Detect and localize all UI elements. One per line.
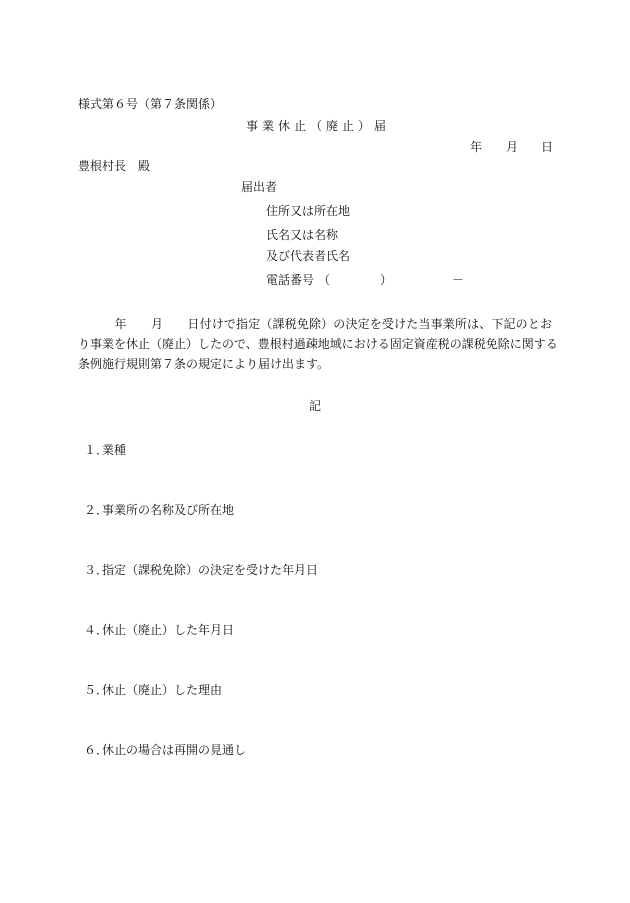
item-number: ３． <box>84 563 109 577</box>
phone-close-paren: ） <box>380 273 393 287</box>
name-label: 氏名又は名称 <box>266 228 339 242</box>
applicant-heading: 届出者 <box>241 180 278 194</box>
item-number: ４． <box>84 623 109 637</box>
item-label: 休止（廃止）した年月日 <box>102 623 235 637</box>
addressee: 豊根村長 殿 <box>78 159 151 173</box>
item-number: １． <box>84 443 109 457</box>
item-1 <box>84 444 126 456</box>
ki-heading: 記 <box>309 399 322 413</box>
address-label: 住所又は所在地 <box>266 204 351 218</box>
item-4 <box>84 624 234 636</box>
item-number: ５． <box>84 683 109 697</box>
phone-dash: － <box>452 273 465 287</box>
body-line-3: 条例施行規則第７条の規定により届け出ます。 <box>78 357 330 371</box>
form-label: 様式第６号（第７条関係） <box>78 97 223 111</box>
item-label: 休止（廃止）した理由 <box>102 683 223 697</box>
item-label: 指定（課税免除）の決定を受けた年月日 <box>102 563 319 577</box>
phone-open-paren: （ <box>318 273 331 287</box>
item-label: 業種 <box>102 443 127 457</box>
item-5 <box>84 684 222 696</box>
item-label: 休止の場合は再開の見通し <box>102 743 247 757</box>
date-year-label: 年 <box>470 140 483 154</box>
date-month-label: 月 <box>506 140 519 154</box>
item-label: 事業所の名称及び所在地 <box>102 503 235 517</box>
item-number: ６． <box>84 743 109 757</box>
date-day-label: 日 <box>541 140 554 154</box>
item-number: ２． <box>84 503 109 517</box>
item-3 <box>84 564 318 576</box>
body-line-2: り事業を休止（廃止）したので、豊根村過疎地域における固定資産税の課税免除に関する <box>78 337 558 351</box>
item-2 <box>84 504 234 516</box>
form-title: 事業休止（廃止）届 <box>246 119 391 133</box>
body-line-1: 年 月 日付けで指定（課税免除）の決定を受けた当事業所は、下記のとお <box>78 317 552 331</box>
phone-label: 電話番号 <box>266 273 315 287</box>
item-6 <box>84 744 246 756</box>
representative-label: 及び代表者氏名 <box>266 249 351 263</box>
